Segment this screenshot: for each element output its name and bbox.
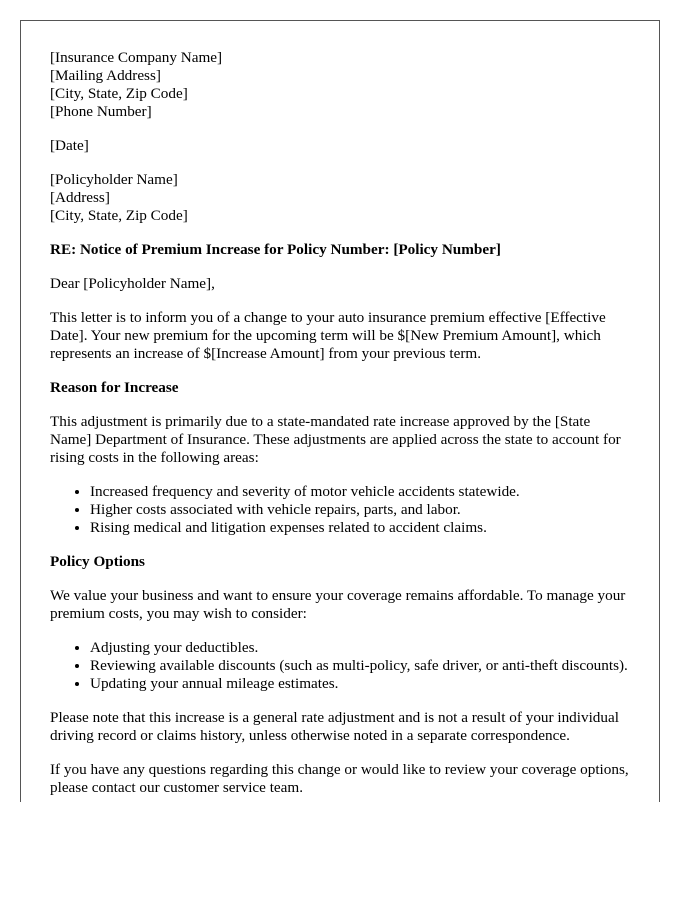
letter-page [20, 20, 660, 802]
note-paragraph: Please note that this increase is a general rate adjustment and is not a result of your individual driving record or claims history, unless otherwise noted in a separate correspondence. [50, 709, 619, 744]
reason-heading: Reason for Increase [50, 379, 179, 396]
reason-list [50, 483, 634, 537]
list-item: • Reviewing available discounts (such as multi-policy, safe driver, or anti-theft discounts). [90, 657, 634, 675]
list-item: • Increased frequency and severity of motor vehicle accidents statewide. [90, 483, 634, 501]
list-item: • Adjusting your deductibles. [90, 639, 634, 657]
options-list [50, 639, 634, 693]
recipient-address: [Address] [50, 189, 110, 206]
sender-block [50, 49, 634, 121]
list-item: • Higher costs associated with vehicle repairs, parts, and labor. [90, 501, 634, 519]
subject-line: RE: Notice of Premium Increase for Policy Number: [Policy Number] [50, 241, 501, 258]
sender-city: [City, State, Zip Code] [50, 85, 188, 102]
recipient-city: [City, State, Zip Code] [50, 207, 188, 224]
reason-paragraph: This adjustment is primarily due to a state-mandated rate increase approved by the [State Name] Department of Insurance. These adjustments are applied across the state to account for rising costs in the following areas: [50, 413, 621, 466]
letter-content [50, 49, 634, 802]
options-heading: Policy Options [50, 553, 145, 570]
options-paragraph: We value your business and want to ensure your coverage remains affordable. To manage your premium costs, you may wish to consider: [50, 587, 626, 622]
list-item: • Rising medical and litigation expenses related to accident claims. [90, 519, 634, 537]
sender-company: [Insurance Company Name] [50, 49, 223, 66]
recipient-block [50, 171, 634, 225]
intro-paragraph: This letter is to inform you of a change to your auto insurance premium effective [Effective Date]. Your new premium for the upcoming term will be $[New Premium Amount], which represents an increase of $[Increase Amount] from your previous term. [50, 309, 606, 362]
sender-phone: [Phone Number] [50, 103, 152, 120]
letter-date: [Date] [50, 137, 89, 154]
list-item: • Updating your annual mileage estimates. [90, 675, 634, 693]
closing-paragraph: If you have any questions regarding this change or would like to review your coverage options, please contact our customer service team. [50, 761, 629, 796]
salutation: Dear [Policyholder Name], [50, 275, 215, 292]
recipient-name: [Policyholder Name] [50, 171, 178, 188]
sender-address: [Mailing Address] [50, 67, 161, 84]
